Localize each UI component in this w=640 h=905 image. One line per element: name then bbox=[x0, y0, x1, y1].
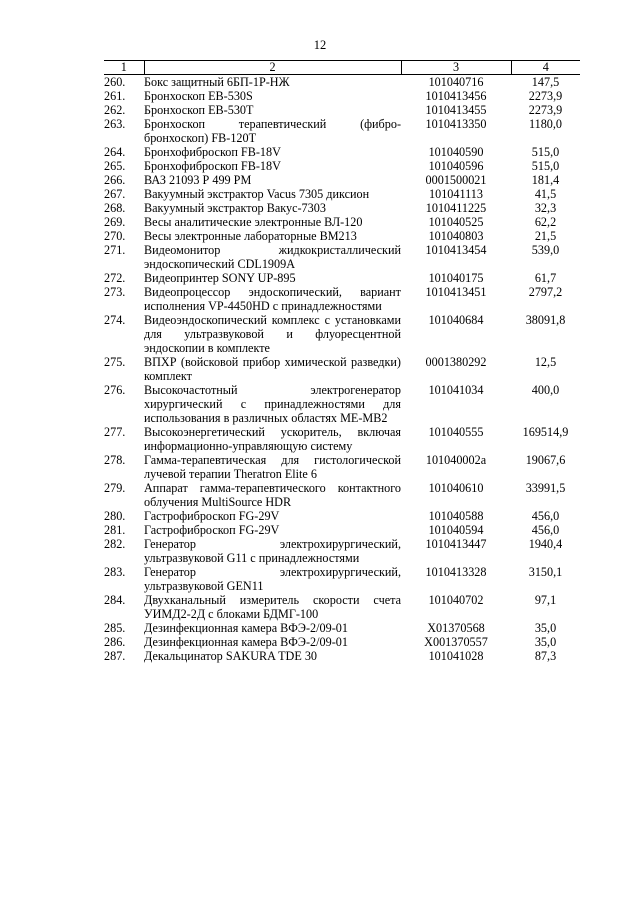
row-number: 280. bbox=[104, 509, 126, 523]
item-value: 2797,2 bbox=[528, 285, 563, 299]
item-name: Бокс защитный 6БП-1Р-НЖ bbox=[144, 75, 290, 89]
item-name: Дезинфекционная камера ВФЭ-2/09-01 bbox=[144, 621, 348, 635]
item-value: 1940,4 bbox=[528, 537, 563, 551]
inventory-code: 101041028 bbox=[428, 649, 484, 663]
table-row bbox=[104, 271, 580, 285]
row-number: 281. bbox=[104, 523, 126, 537]
row-number: 263. bbox=[104, 117, 126, 131]
row-number: 282. bbox=[104, 537, 126, 551]
item-name: Дезинфекционная камера ВФЭ-2/09-01 bbox=[144, 635, 348, 649]
table-body bbox=[104, 75, 580, 664]
inventory-code: 101040594 bbox=[428, 523, 484, 537]
row-number: 287. bbox=[104, 649, 126, 663]
table-row bbox=[104, 383, 580, 425]
item-name: Бронхофиброскоп FB-18V bbox=[144, 145, 281, 159]
table-row bbox=[104, 313, 580, 355]
table-row bbox=[104, 565, 580, 593]
inventory-code: 101040716 bbox=[428, 75, 484, 89]
item-value: 400,0 bbox=[531, 383, 560, 397]
row-number: 265. bbox=[104, 159, 126, 173]
row-number: 284. bbox=[104, 593, 126, 607]
inventory-code: 101040590 bbox=[428, 145, 484, 159]
table-row bbox=[104, 215, 580, 229]
inventory-code: 1010411225 bbox=[425, 201, 487, 215]
row-number: 278. bbox=[104, 453, 126, 467]
item-value: 12,5 bbox=[534, 355, 557, 369]
inventory-code: 1010413455 bbox=[425, 103, 487, 117]
item-name: Бронхофиброскоп FB-18V bbox=[144, 159, 281, 173]
row-number: 275. bbox=[104, 355, 126, 369]
table-row bbox=[104, 425, 580, 453]
item-value: 456,0 bbox=[531, 509, 560, 523]
table-row bbox=[104, 355, 580, 383]
table-row bbox=[104, 117, 580, 145]
item-value: 2273,9 bbox=[528, 103, 563, 117]
inventory-code: 101040610 bbox=[428, 481, 484, 495]
table-row bbox=[104, 285, 580, 313]
item-value: 2273,9 bbox=[528, 89, 563, 103]
item-value: 35,0 bbox=[534, 635, 557, 649]
inventory-code: 101041034 bbox=[428, 383, 484, 397]
item-name: Аппарат гамма-терапевтического контактного облучения MultiSource HDR bbox=[144, 481, 401, 509]
inventory-code: Х01370568 bbox=[427, 621, 485, 635]
inventory-code: 101040525 bbox=[428, 215, 484, 229]
inventory-code: 101040555 bbox=[428, 425, 484, 439]
inventory-code: 1010413328 bbox=[425, 565, 487, 579]
column-header: 2 bbox=[144, 61, 401, 75]
inventory-code: 101040803 bbox=[428, 229, 484, 243]
table-row bbox=[104, 173, 580, 187]
row-number: 279. bbox=[104, 481, 126, 495]
item-name: Гастрофиброскоп FG-29V bbox=[144, 509, 280, 523]
item-name: ВПХР (войсковой прибор химической разведки) комплект bbox=[144, 355, 401, 383]
table-row bbox=[104, 159, 580, 173]
column-header: 1 bbox=[104, 61, 144, 75]
item-name: Видеопроцессор эндоскопический, вариант исполнения VP-4450HD с принадлежностями bbox=[144, 285, 401, 313]
item-value: 38091,8 bbox=[525, 313, 566, 327]
item-name: ВАЗ 21093 Р 499 РМ bbox=[144, 173, 252, 187]
table-row bbox=[104, 649, 580, 663]
item-value: 515,0 bbox=[531, 159, 560, 173]
inventory-code: 0001380292 bbox=[425, 355, 487, 369]
row-number: 261. bbox=[104, 89, 126, 103]
item-name: Бронхоскоп терапевтический (фибро-бронхоскоп) FB-120T bbox=[144, 117, 401, 145]
row-number: 283. bbox=[104, 565, 126, 579]
table-header-row bbox=[104, 61, 580, 75]
table-row bbox=[104, 593, 580, 621]
table-row bbox=[104, 103, 580, 117]
item-value: 169514,9 bbox=[522, 425, 569, 439]
item-name: Генератор электрохирургический, ультразвуковой GEN11 bbox=[144, 565, 401, 593]
row-number: 268. bbox=[104, 201, 126, 215]
inventory-code: 101040596 bbox=[428, 159, 484, 173]
row-number: 277. bbox=[104, 425, 126, 439]
item-value: 97,1 bbox=[534, 593, 557, 607]
item-name: Двухканальный измеритель скорости счета УИМД2-2Д с блоками БДМГ-100 bbox=[144, 593, 401, 621]
row-number: 274. bbox=[104, 313, 126, 327]
inventory-code: 101040702 bbox=[428, 593, 484, 607]
row-number: 272. bbox=[104, 271, 126, 285]
inventory-code: 0001500021 bbox=[425, 173, 487, 187]
equipment-table bbox=[104, 60, 580, 663]
item-name: Весы электронные лабораторные ВМ213 bbox=[144, 229, 357, 243]
item-name: Бронхоскоп EB-530T bbox=[144, 103, 254, 117]
inventory-code: Х001370557 bbox=[424, 635, 488, 649]
row-number: 286. bbox=[104, 635, 126, 649]
column-header: 4 bbox=[511, 61, 580, 75]
item-name: Видеомонитор жидкокристаллический эндоскопический CDL1909A bbox=[144, 243, 401, 271]
item-name: Видеопринтер SONY UP-895 bbox=[144, 271, 296, 285]
table-row bbox=[104, 75, 580, 90]
item-value: 3150,1 bbox=[528, 565, 563, 579]
row-number: 269. bbox=[104, 215, 126, 229]
inventory-code: 1010413456 bbox=[425, 89, 487, 103]
table-row bbox=[104, 453, 580, 481]
table-row bbox=[104, 89, 580, 103]
table-row bbox=[104, 145, 580, 159]
item-value: 61,7 bbox=[534, 271, 557, 285]
item-name: Гамма-терапевтическая для гистологической лучевой терапии Theratron Elite 6 bbox=[144, 453, 401, 481]
inventory-code: 101041113 bbox=[429, 187, 483, 201]
item-value: 32,3 bbox=[534, 201, 557, 215]
item-value: 515,0 bbox=[531, 145, 560, 159]
item-name: Гастрофиброскоп FG-29V bbox=[144, 523, 280, 537]
table-row bbox=[104, 201, 580, 215]
inventory-code: 101040588 bbox=[428, 509, 484, 523]
item-name: Вакуумный экстрактор Вакус-7303 bbox=[144, 201, 326, 215]
table-row bbox=[104, 635, 580, 649]
item-value: 62,2 bbox=[534, 215, 557, 229]
inventory-code: 1010413451 bbox=[425, 285, 487, 299]
item-value: 35,0 bbox=[534, 621, 557, 635]
table-row bbox=[104, 509, 580, 523]
table-row bbox=[104, 537, 580, 565]
item-value: 181,4 bbox=[531, 173, 560, 187]
item-name: Высокочастотный электрогенератор хирургический с принадлежностями для использования в различных областях МЕ-МВ2 bbox=[144, 383, 401, 425]
table-row bbox=[104, 243, 580, 271]
table-row bbox=[104, 229, 580, 243]
item-name: Генератор электрохирургический, ультразвуковой G11 с принадлежностями bbox=[144, 537, 401, 565]
page-number: 12 bbox=[313, 38, 327, 52]
inventory-code: 1010413447 bbox=[425, 537, 487, 551]
row-number: 276. bbox=[104, 383, 126, 397]
item-name: Высокоэнергетический ускоритель, включая информационно-управляющую систему bbox=[144, 425, 401, 453]
inventory-code: 101040175 bbox=[428, 271, 484, 285]
item-name: Бронхоскоп EB-530S bbox=[144, 89, 253, 103]
inventory-code: 1010413350 bbox=[425, 117, 487, 131]
item-value: 1180,0 bbox=[528, 117, 563, 131]
row-number: 267. bbox=[104, 187, 126, 201]
table-row bbox=[104, 187, 580, 201]
table-row bbox=[104, 523, 580, 537]
item-name: Декальцинатор SAKURA TDE 30 bbox=[144, 649, 318, 663]
row-number: 271. bbox=[104, 243, 126, 257]
item-name: Видеоэндоскопический комплекс с установками для ультразвуковой и флуоресцентной эндоскопии в комплекте bbox=[144, 313, 401, 355]
row-number: 273. bbox=[104, 285, 126, 299]
item-value: 19067,6 bbox=[525, 453, 566, 467]
row-number: 260. bbox=[104, 75, 126, 89]
item-value: 147,5 bbox=[531, 75, 560, 89]
table-row bbox=[104, 481, 580, 509]
item-value: 21,5 bbox=[534, 229, 557, 243]
inventory-code: 101040684 bbox=[428, 313, 484, 327]
item-value: 41,5 bbox=[534, 187, 557, 201]
row-number: 266. bbox=[104, 173, 126, 187]
row-number: 264. bbox=[104, 145, 126, 159]
inventory-code: 1010413454 bbox=[425, 243, 487, 257]
item-value: 539,0 bbox=[531, 243, 560, 257]
item-value: 87,3 bbox=[534, 649, 557, 663]
item-name: Весы аналитические электронные ВЛ-120 bbox=[144, 215, 363, 229]
inventory-code: 101040002а bbox=[425, 453, 487, 467]
row-number: 285. bbox=[104, 621, 126, 635]
table-row bbox=[104, 621, 580, 635]
row-number: 262. bbox=[104, 103, 126, 117]
column-header: 3 bbox=[401, 61, 511, 75]
item-name: Вакуумный экстрактор Vacus 7305 диксион bbox=[144, 187, 370, 201]
row-number: 270. bbox=[104, 229, 126, 243]
item-value: 33991,5 bbox=[525, 481, 566, 495]
item-value: 456,0 bbox=[531, 523, 560, 537]
